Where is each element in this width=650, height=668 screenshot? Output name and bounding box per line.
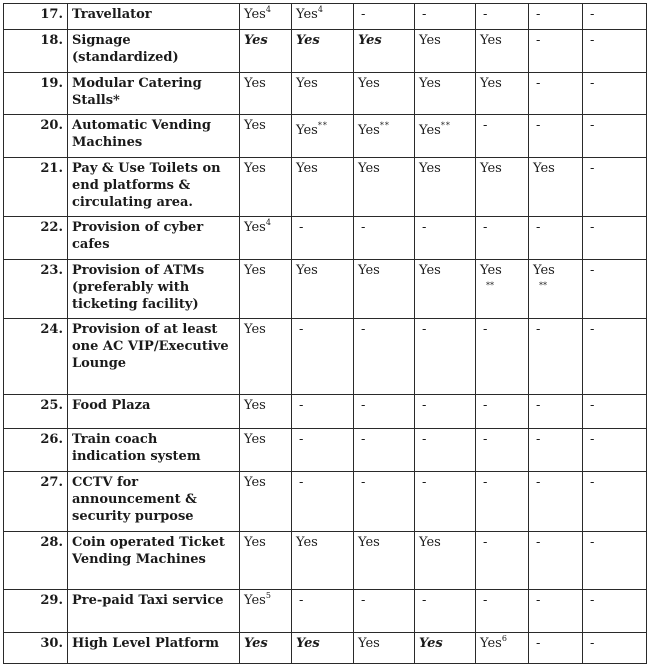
cell-value: -	[590, 322, 595, 337]
footnote-marker: **	[486, 281, 494, 290]
cell-value: -	[299, 322, 304, 337]
cell-value: -	[590, 535, 595, 550]
category-value-cell	[354, 472, 415, 532]
category-value-cell	[583, 30, 647, 73]
cell-value: -	[422, 475, 427, 490]
cell-value: -	[483, 118, 488, 133]
category-value-cell	[529, 429, 583, 472]
document-page	[3, 3, 646, 665]
cell-value: Yes	[244, 263, 266, 278]
cell-value: -	[483, 535, 488, 550]
category-value-cell	[583, 260, 647, 319]
category-value-cell	[354, 158, 415, 217]
footnote-marker: 4	[265, 218, 271, 227]
cell-value: -	[590, 398, 595, 413]
cell-value: -	[422, 432, 427, 447]
category-value-cell	[476, 260, 529, 319]
category-value-cell	[529, 633, 583, 664]
cell-value: -	[361, 593, 366, 608]
row-number: 18.	[4, 30, 68, 73]
category-value-cell	[529, 30, 583, 73]
cell-value: Yes	[296, 76, 318, 91]
category-value-cell	[415, 217, 476, 260]
category-value-cell	[240, 472, 292, 532]
category-value-cell	[354, 260, 415, 319]
cell-value: -	[361, 322, 366, 337]
cell-value: -	[590, 475, 595, 490]
cell-value: Yes	[358, 636, 380, 651]
amenity-name: Coin operated Ticket Vending Machines	[68, 532, 240, 590]
category-value-cell	[292, 395, 354, 429]
category-value-cell	[476, 158, 529, 217]
cell-value: -	[536, 220, 541, 235]
cell-value: -	[483, 475, 488, 490]
cell-value: -	[536, 475, 541, 490]
category-value-cell	[415, 4, 476, 30]
cell-value: -	[483, 322, 488, 337]
cell-value: Yes	[358, 123, 380, 138]
cell-value: -	[536, 322, 541, 337]
cell-value: -	[590, 118, 595, 133]
footnote-marker: **	[539, 281, 547, 290]
category-value-cell	[583, 532, 647, 590]
cell-value: -	[422, 220, 427, 235]
category-value-cell	[240, 532, 292, 590]
category-value-cell	[529, 4, 583, 30]
cell-value: Yes	[296, 263, 318, 278]
cell-value: Yes	[244, 432, 266, 447]
category-value-cell	[529, 472, 583, 532]
cell-value: Yes	[296, 636, 320, 651]
footnote-marker: 4	[317, 5, 323, 14]
cell-value: Yes	[533, 263, 555, 278]
table-row	[4, 429, 647, 472]
category-value-cell	[415, 395, 476, 429]
cell-value: -	[536, 7, 541, 22]
amenity-name: Modular Catering Stalls*	[68, 73, 240, 115]
category-value-cell	[292, 30, 354, 73]
category-value-cell	[292, 115, 354, 158]
category-value-cell	[583, 158, 647, 217]
amenity-name: Signage (standardized)	[68, 30, 240, 73]
category-value-cell	[529, 158, 583, 217]
category-value-cell	[415, 260, 476, 319]
category-value-cell	[292, 472, 354, 532]
category-value-cell	[415, 30, 476, 73]
cell-value: -	[299, 220, 304, 235]
category-value-cell	[292, 73, 354, 115]
table-row	[4, 4, 647, 30]
cell-value: Yes	[296, 123, 318, 138]
cell-value: -	[299, 432, 304, 447]
category-value-cell	[583, 633, 647, 664]
cell-value: -	[422, 398, 427, 413]
cell-value: -	[422, 593, 427, 608]
category-value-cell	[292, 532, 354, 590]
category-value-cell	[415, 429, 476, 472]
category-value-cell	[476, 590, 529, 633]
row-number: 25.	[4, 395, 68, 429]
category-value-cell	[529, 115, 583, 158]
cell-value: -	[483, 398, 488, 413]
cell-value: Yes	[358, 76, 380, 91]
cell-value: Yes	[480, 263, 502, 278]
row-number: 26.	[4, 429, 68, 472]
category-value-cell	[583, 590, 647, 633]
cell-value: -	[299, 593, 304, 608]
cell-value: -	[590, 33, 595, 48]
cell-value: -	[361, 398, 366, 413]
amenity-name: CCTV for announcement & security purpose	[68, 472, 240, 532]
cell-value: -	[536, 398, 541, 413]
amenity-name: Travellator	[68, 4, 240, 30]
category-value-cell	[415, 472, 476, 532]
category-value-cell	[415, 319, 476, 395]
category-value-cell	[583, 217, 647, 260]
category-value-cell	[240, 158, 292, 217]
category-value-cell	[354, 590, 415, 633]
cell-value: Yes	[244, 118, 266, 133]
amenity-name: Food Plaza	[68, 395, 240, 429]
category-value-cell	[476, 633, 529, 664]
table-row	[4, 395, 647, 429]
category-value-cell	[240, 260, 292, 319]
cell-value: Yes	[244, 535, 266, 550]
amenity-name: Provision of cyber cafes	[68, 217, 240, 260]
row-number: 22.	[4, 217, 68, 260]
category-value-cell	[583, 395, 647, 429]
cell-value: Yes	[244, 33, 268, 48]
category-value-cell	[240, 217, 292, 260]
cell-value: -	[483, 220, 488, 235]
amenity-name: Train coach indication system	[68, 429, 240, 472]
category-value-cell	[240, 395, 292, 429]
cell-value: -	[536, 535, 541, 550]
category-value-cell	[240, 429, 292, 472]
amenity-name: High Level Platform	[68, 633, 240, 664]
amenity-name: Automatic Vending Machines	[68, 115, 240, 158]
category-value-cell	[583, 115, 647, 158]
category-value-cell	[292, 590, 354, 633]
cell-value: Yes	[419, 535, 441, 550]
cell-value: Yes	[244, 475, 266, 490]
category-value-cell	[354, 73, 415, 115]
cell-value: Yes	[533, 161, 555, 176]
cell-value: -	[590, 432, 595, 447]
table-row	[4, 217, 647, 260]
table-row	[4, 472, 647, 532]
category-value-cell	[476, 319, 529, 395]
category-value-cell	[292, 217, 354, 260]
category-value-cell	[240, 4, 292, 30]
cell-value: Yes	[244, 636, 268, 651]
cell-value: -	[361, 475, 366, 490]
footnote-marker: 6	[501, 634, 507, 643]
cell-value: Yes	[296, 7, 318, 22]
footnote-marker: **	[379, 121, 390, 130]
cell-value: Yes	[296, 33, 320, 48]
category-value-cell	[476, 115, 529, 158]
category-value-cell	[240, 115, 292, 158]
cell-value: Yes	[244, 220, 266, 235]
cell-value: Yes	[419, 263, 441, 278]
category-value-cell	[354, 4, 415, 30]
cell-value: -	[483, 432, 488, 447]
cell-value: Yes	[244, 398, 266, 413]
row-number: 29.	[4, 590, 68, 633]
cell-value: -	[536, 593, 541, 608]
footnote-marker: **	[440, 121, 451, 130]
cell-value: Yes	[480, 161, 502, 176]
cell-value: -	[299, 475, 304, 490]
cell-value: -	[536, 33, 541, 48]
cell-value: Yes	[296, 161, 318, 176]
table-row	[4, 590, 647, 633]
cell-value: -	[536, 118, 541, 133]
cell-value: Yes	[419, 76, 441, 91]
cell-value: Yes	[296, 535, 318, 550]
cell-value: Yes	[244, 76, 266, 91]
cell-value: -	[299, 398, 304, 413]
footnote-marker: 4	[265, 5, 271, 14]
category-value-cell	[240, 319, 292, 395]
cell-value: -	[590, 7, 595, 22]
category-value-cell	[476, 73, 529, 115]
category-value-cell	[415, 73, 476, 115]
category-value-cell	[415, 633, 476, 664]
cell-value: -	[361, 432, 366, 447]
category-value-cell	[354, 115, 415, 158]
category-value-cell	[529, 395, 583, 429]
category-value-cell	[476, 30, 529, 73]
footnote-marker: 5	[265, 591, 271, 600]
category-value-cell	[583, 319, 647, 395]
row-number: 28.	[4, 532, 68, 590]
category-value-cell	[354, 532, 415, 590]
category-value-cell	[415, 115, 476, 158]
category-value-cell	[476, 472, 529, 532]
cell-value: Yes	[419, 33, 441, 48]
cell-value: Yes	[358, 263, 380, 278]
category-value-cell	[415, 158, 476, 217]
cell-value: -	[361, 7, 366, 22]
cell-value: -	[590, 76, 595, 91]
cell-value: Yes	[244, 7, 266, 22]
category-value-cell	[476, 217, 529, 260]
category-value-cell	[240, 633, 292, 664]
category-value-cell	[529, 532, 583, 590]
category-value-cell	[240, 30, 292, 73]
category-value-cell	[476, 429, 529, 472]
cell-value: -	[590, 220, 595, 235]
category-value-cell	[354, 429, 415, 472]
cell-value: -	[483, 7, 488, 22]
cell-value: Yes	[419, 123, 441, 138]
table-row	[4, 532, 647, 590]
cell-value: -	[536, 76, 541, 91]
amenity-name: Pre-paid Taxi service	[68, 590, 240, 633]
category-value-cell	[476, 4, 529, 30]
category-value-cell	[529, 319, 583, 395]
cell-value: -	[422, 7, 427, 22]
category-value-cell	[529, 260, 583, 319]
row-number: 17.	[4, 4, 68, 30]
category-value-cell	[583, 4, 647, 30]
footnote-marker: **	[317, 121, 328, 130]
table-row	[4, 633, 647, 664]
row-number: 30.	[4, 633, 68, 664]
cell-value: -	[483, 593, 488, 608]
cell-value: Yes	[358, 33, 382, 48]
cell-value: Yes	[244, 593, 266, 608]
amenity-name: Pay & Use Toilets on end platforms & circulating area.	[68, 158, 240, 217]
table-row	[4, 30, 647, 73]
amenities-table	[3, 3, 647, 664]
cell-value: -	[422, 322, 427, 337]
cell-value: Yes	[419, 636, 443, 651]
amenity-name: Provision of at least one AC VIP/Executive Lounge	[68, 319, 240, 395]
category-value-cell	[292, 158, 354, 217]
table-row	[4, 260, 647, 319]
category-value-cell	[583, 429, 647, 472]
cell-value: Yes	[244, 161, 266, 176]
category-value-cell	[292, 319, 354, 395]
amenity-name: Provision of ATMs (preferably with ticketing facility)	[68, 260, 240, 319]
category-value-cell	[292, 260, 354, 319]
category-value-cell	[529, 217, 583, 260]
cell-value: Yes	[244, 322, 266, 337]
cell-value: -	[536, 432, 541, 447]
table-row	[4, 319, 647, 395]
cell-value: Yes	[358, 535, 380, 550]
category-value-cell	[583, 472, 647, 532]
row-number: 24.	[4, 319, 68, 395]
cell-value: -	[361, 220, 366, 235]
category-value-cell	[240, 73, 292, 115]
category-value-cell	[529, 73, 583, 115]
category-value-cell	[354, 217, 415, 260]
category-value-cell	[529, 590, 583, 633]
table-body	[4, 4, 647, 664]
category-value-cell	[292, 633, 354, 664]
category-value-cell	[476, 395, 529, 429]
row-number: 21.	[4, 158, 68, 217]
row-number: 20.	[4, 115, 68, 158]
category-value-cell	[354, 633, 415, 664]
category-value-cell	[292, 429, 354, 472]
cell-value: Yes	[480, 33, 502, 48]
category-value-cell	[240, 590, 292, 633]
category-value-cell	[292, 4, 354, 30]
table-row	[4, 115, 647, 158]
category-value-cell	[354, 395, 415, 429]
table-row	[4, 73, 647, 115]
cell-value: -	[590, 263, 595, 278]
cell-value: -	[590, 636, 595, 651]
cell-value: Yes	[480, 76, 502, 91]
category-value-cell	[476, 532, 529, 590]
cell-value: -	[590, 161, 595, 176]
cell-value: Yes	[358, 161, 380, 176]
category-value-cell	[415, 532, 476, 590]
cell-value: Yes	[419, 161, 441, 176]
category-value-cell	[583, 73, 647, 115]
row-number: 19.	[4, 73, 68, 115]
row-number: 23.	[4, 260, 68, 319]
cell-value: Yes	[480, 636, 502, 651]
category-value-cell	[415, 590, 476, 633]
row-number: 27.	[4, 472, 68, 532]
cell-value: -	[536, 636, 541, 651]
cell-value: -	[590, 593, 595, 608]
category-value-cell	[354, 319, 415, 395]
category-value-cell	[354, 30, 415, 73]
table-row	[4, 158, 647, 217]
